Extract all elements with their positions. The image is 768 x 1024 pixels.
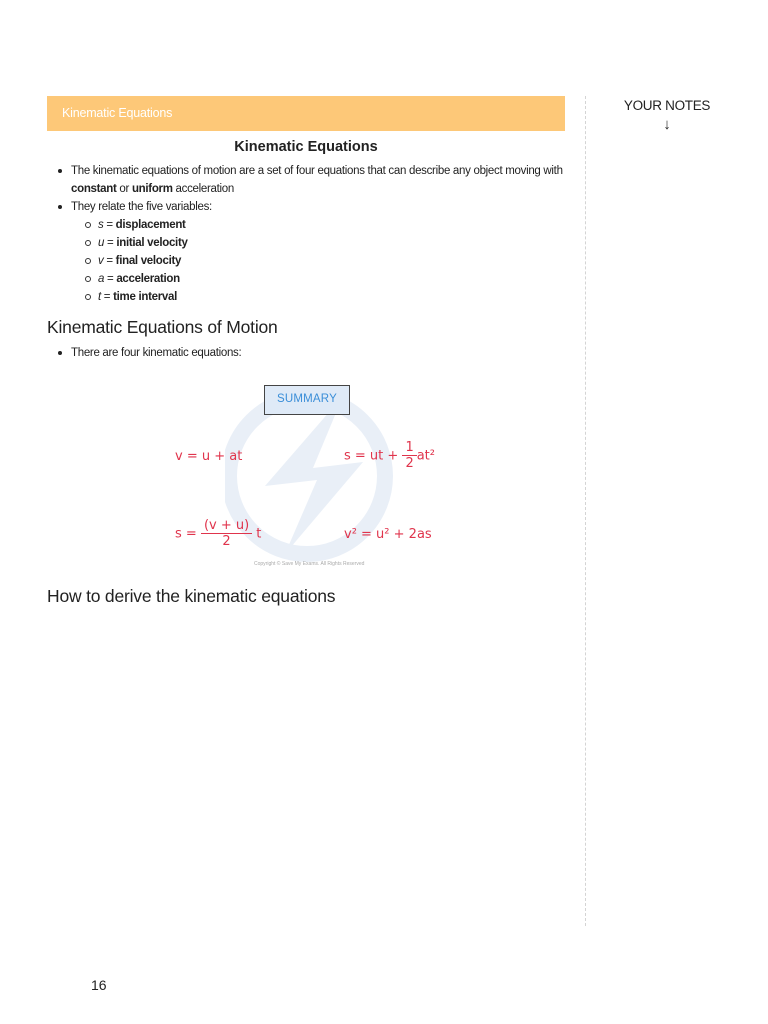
equals-sign: = xyxy=(104,273,117,285)
circle-bullet-icon xyxy=(85,294,91,300)
variable-name: final velocity xyxy=(115,255,182,267)
bold-term: constant xyxy=(71,183,117,195)
summary-label: SUMMARY xyxy=(277,393,337,405)
bullet-text: There are four kinematic equations: xyxy=(71,347,242,359)
variable-symbol: s xyxy=(98,219,104,231)
circle-bullet-icon xyxy=(85,276,91,282)
definition-list xyxy=(47,162,565,306)
fraction-half xyxy=(402,440,416,472)
list-item xyxy=(47,198,565,306)
page-number: 16 xyxy=(91,977,107,993)
bullet-icon xyxy=(58,169,62,173)
variable-symbol: u xyxy=(98,237,105,249)
fraction-denominator: 2 xyxy=(405,456,414,471)
variable-item xyxy=(71,216,565,234)
equation-4: v² = u² + 2as xyxy=(344,527,432,542)
derive-heading: How to derive the kinematic equations xyxy=(47,586,336,606)
circle-bullet-icon xyxy=(85,240,91,246)
equals-sign: = xyxy=(103,219,116,231)
bullet-icon xyxy=(58,205,62,209)
bold-term: uniform xyxy=(131,183,173,195)
list-item xyxy=(47,344,565,362)
variable-item xyxy=(71,252,565,270)
variable-name: displacement xyxy=(115,219,186,231)
bullet-icon xyxy=(58,351,62,355)
equals-sign: = xyxy=(100,291,114,303)
variable-symbol: t xyxy=(98,291,101,303)
variable-item xyxy=(71,288,565,306)
your-notes-label: YOUR NOTES xyxy=(623,98,711,113)
bullet-text: The kinematic equations of motion are a set of four equations that can describe any object moving with xyxy=(71,165,563,177)
variable-symbol: v xyxy=(98,255,104,267)
banner-title: Kinematic Equations xyxy=(62,106,173,120)
bullet-text: They relate the five variables: xyxy=(71,201,212,213)
list-item xyxy=(47,162,565,198)
variable-item xyxy=(71,234,565,252)
section-banner xyxy=(47,96,565,131)
variable-list xyxy=(71,216,565,306)
bullet-text: or xyxy=(116,183,132,195)
variable-name: initial velocity xyxy=(116,237,188,249)
arrow-down-icon: ↓ xyxy=(663,116,671,133)
equals-sign: = xyxy=(103,255,116,267)
equation-3 xyxy=(175,518,261,550)
equation-1: v = u + at xyxy=(175,449,243,464)
variable-name: acceleration xyxy=(116,273,180,285)
section-title: Kinematic Equations xyxy=(234,139,378,155)
fraction-average xyxy=(201,518,252,550)
fraction-numerator: 1 xyxy=(402,440,416,456)
equation-text: at² xyxy=(416,448,435,464)
circle-bullet-icon xyxy=(85,258,91,264)
equation-text: s = ut + xyxy=(344,448,403,464)
motion-list xyxy=(47,344,565,362)
equation-text: t xyxy=(252,526,262,542)
equals-sign: = xyxy=(104,237,117,249)
copyright-text: Copyright © Save My Exams. All Rights Reserved xyxy=(254,561,365,567)
summary-box xyxy=(264,385,350,415)
bullet-text: acceleration xyxy=(172,183,234,195)
fraction-denominator: 2 xyxy=(222,534,231,549)
equation-text: s = xyxy=(175,526,201,542)
circle-bullet-icon xyxy=(85,222,91,228)
variable-item xyxy=(71,270,565,288)
variable-name: time interval xyxy=(113,291,177,303)
motion-heading: Kinematic Equations of Motion xyxy=(47,317,278,337)
equation-2 xyxy=(344,440,435,472)
notes-divider xyxy=(585,96,586,926)
variable-symbol: a xyxy=(98,273,105,285)
fraction-numerator: (v + u) xyxy=(201,518,252,534)
